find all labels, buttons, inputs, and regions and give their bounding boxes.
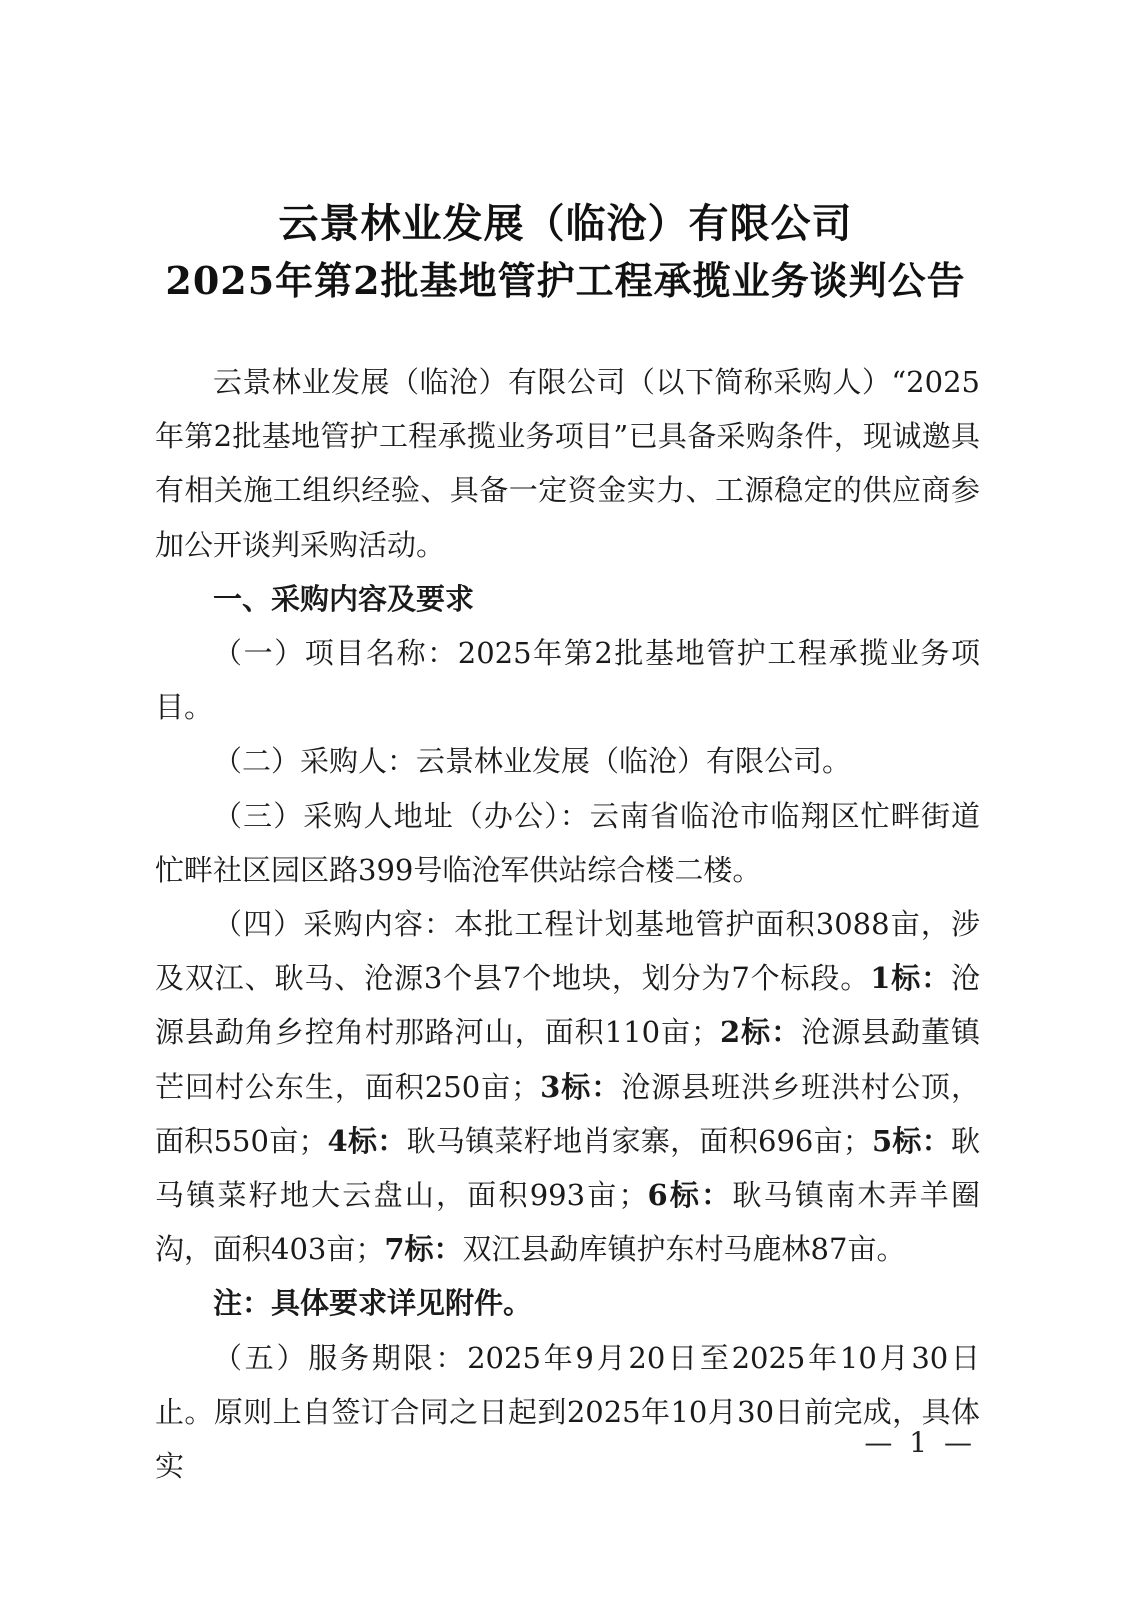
item-project-name: （一）项目名称：2025年第2批基地管护工程承揽业务项目。 bbox=[155, 636, 980, 725]
lot-label: 7标： bbox=[384, 1232, 463, 1267]
procurement-content-intro: （四）采购内容：本批工程计划基地管护面积3088亩，涉及双江、耿马、沧源3个县7个地块，划分为7个标段。 bbox=[155, 907, 980, 996]
lot-text: 耿马镇南木弄羊圈沟，面积403亩； bbox=[155, 1178, 980, 1267]
lot-label: 1标： bbox=[870, 961, 951, 996]
lot-label: 2标： bbox=[719, 1015, 802, 1050]
lot-label: 6标： bbox=[647, 1178, 733, 1213]
document-title-line2: 2025年第2批基地管护工程承揽业务谈判公告 bbox=[165, 258, 966, 303]
item-purchaser-address: （三）采购人地址（办公）：云南省临沧市临翔区忙畔街道忙畔社区园区路399号临沧军供站综合楼二楼。 bbox=[155, 798, 980, 887]
intro-paragraph: 云景林业发展（临沧）有限公司（以下简称采购人）“2025年第2批基地管护工程承揽业务项目”已具备采购条件，现诚邀具有相关施工组织经验、具备一定资金实力、工源稳定的供应商参加公开谈判采购活动。 bbox=[155, 365, 980, 562]
lot-text: 沧源县勐董镇芒回村公东生，面积250亩； bbox=[155, 1015, 980, 1104]
item-procurement-content bbox=[155, 897, 980, 1276]
lot-text: 耿马镇菜籽地肖家寨，面积696亩； bbox=[406, 1123, 872, 1158]
lot-label: 5标： bbox=[871, 1123, 951, 1158]
item-service-period: （五）服务期限：2025年9月20日至2025年10月30日止。原则上自签订合同之日起到2025年10月30日前完成，具体实 bbox=[155, 1340, 980, 1484]
document-body bbox=[155, 355, 980, 1493]
lot-text: 沧源县班洪乡班洪村公顶，面积550亩； bbox=[155, 1069, 980, 1158]
lot-text: 沧源县勐角乡控角村那路河山，面积110亩； bbox=[155, 961, 981, 1050]
item-purchaser: （二）采购人：云景林业发展（临沧）有限公司。 bbox=[213, 744, 852, 779]
lot-label: 3标： bbox=[540, 1069, 622, 1104]
page-number: — 1 — bbox=[864, 1426, 976, 1459]
lot-text: 耿马镇菜籽地大云盘山，面积993亩； bbox=[155, 1123, 980, 1213]
section-heading: 一、采购内容及要求 bbox=[213, 581, 475, 616]
document-title-line1: 云景林业发展（临沧）有限公司 bbox=[278, 200, 853, 247]
lot-label: 4标： bbox=[327, 1123, 407, 1158]
lot-text: 双江县勐库镇护东村马鹿林87亩。 bbox=[462, 1232, 906, 1267]
note-paragraph: 注：具体要求详见附件。 bbox=[213, 1286, 533, 1321]
